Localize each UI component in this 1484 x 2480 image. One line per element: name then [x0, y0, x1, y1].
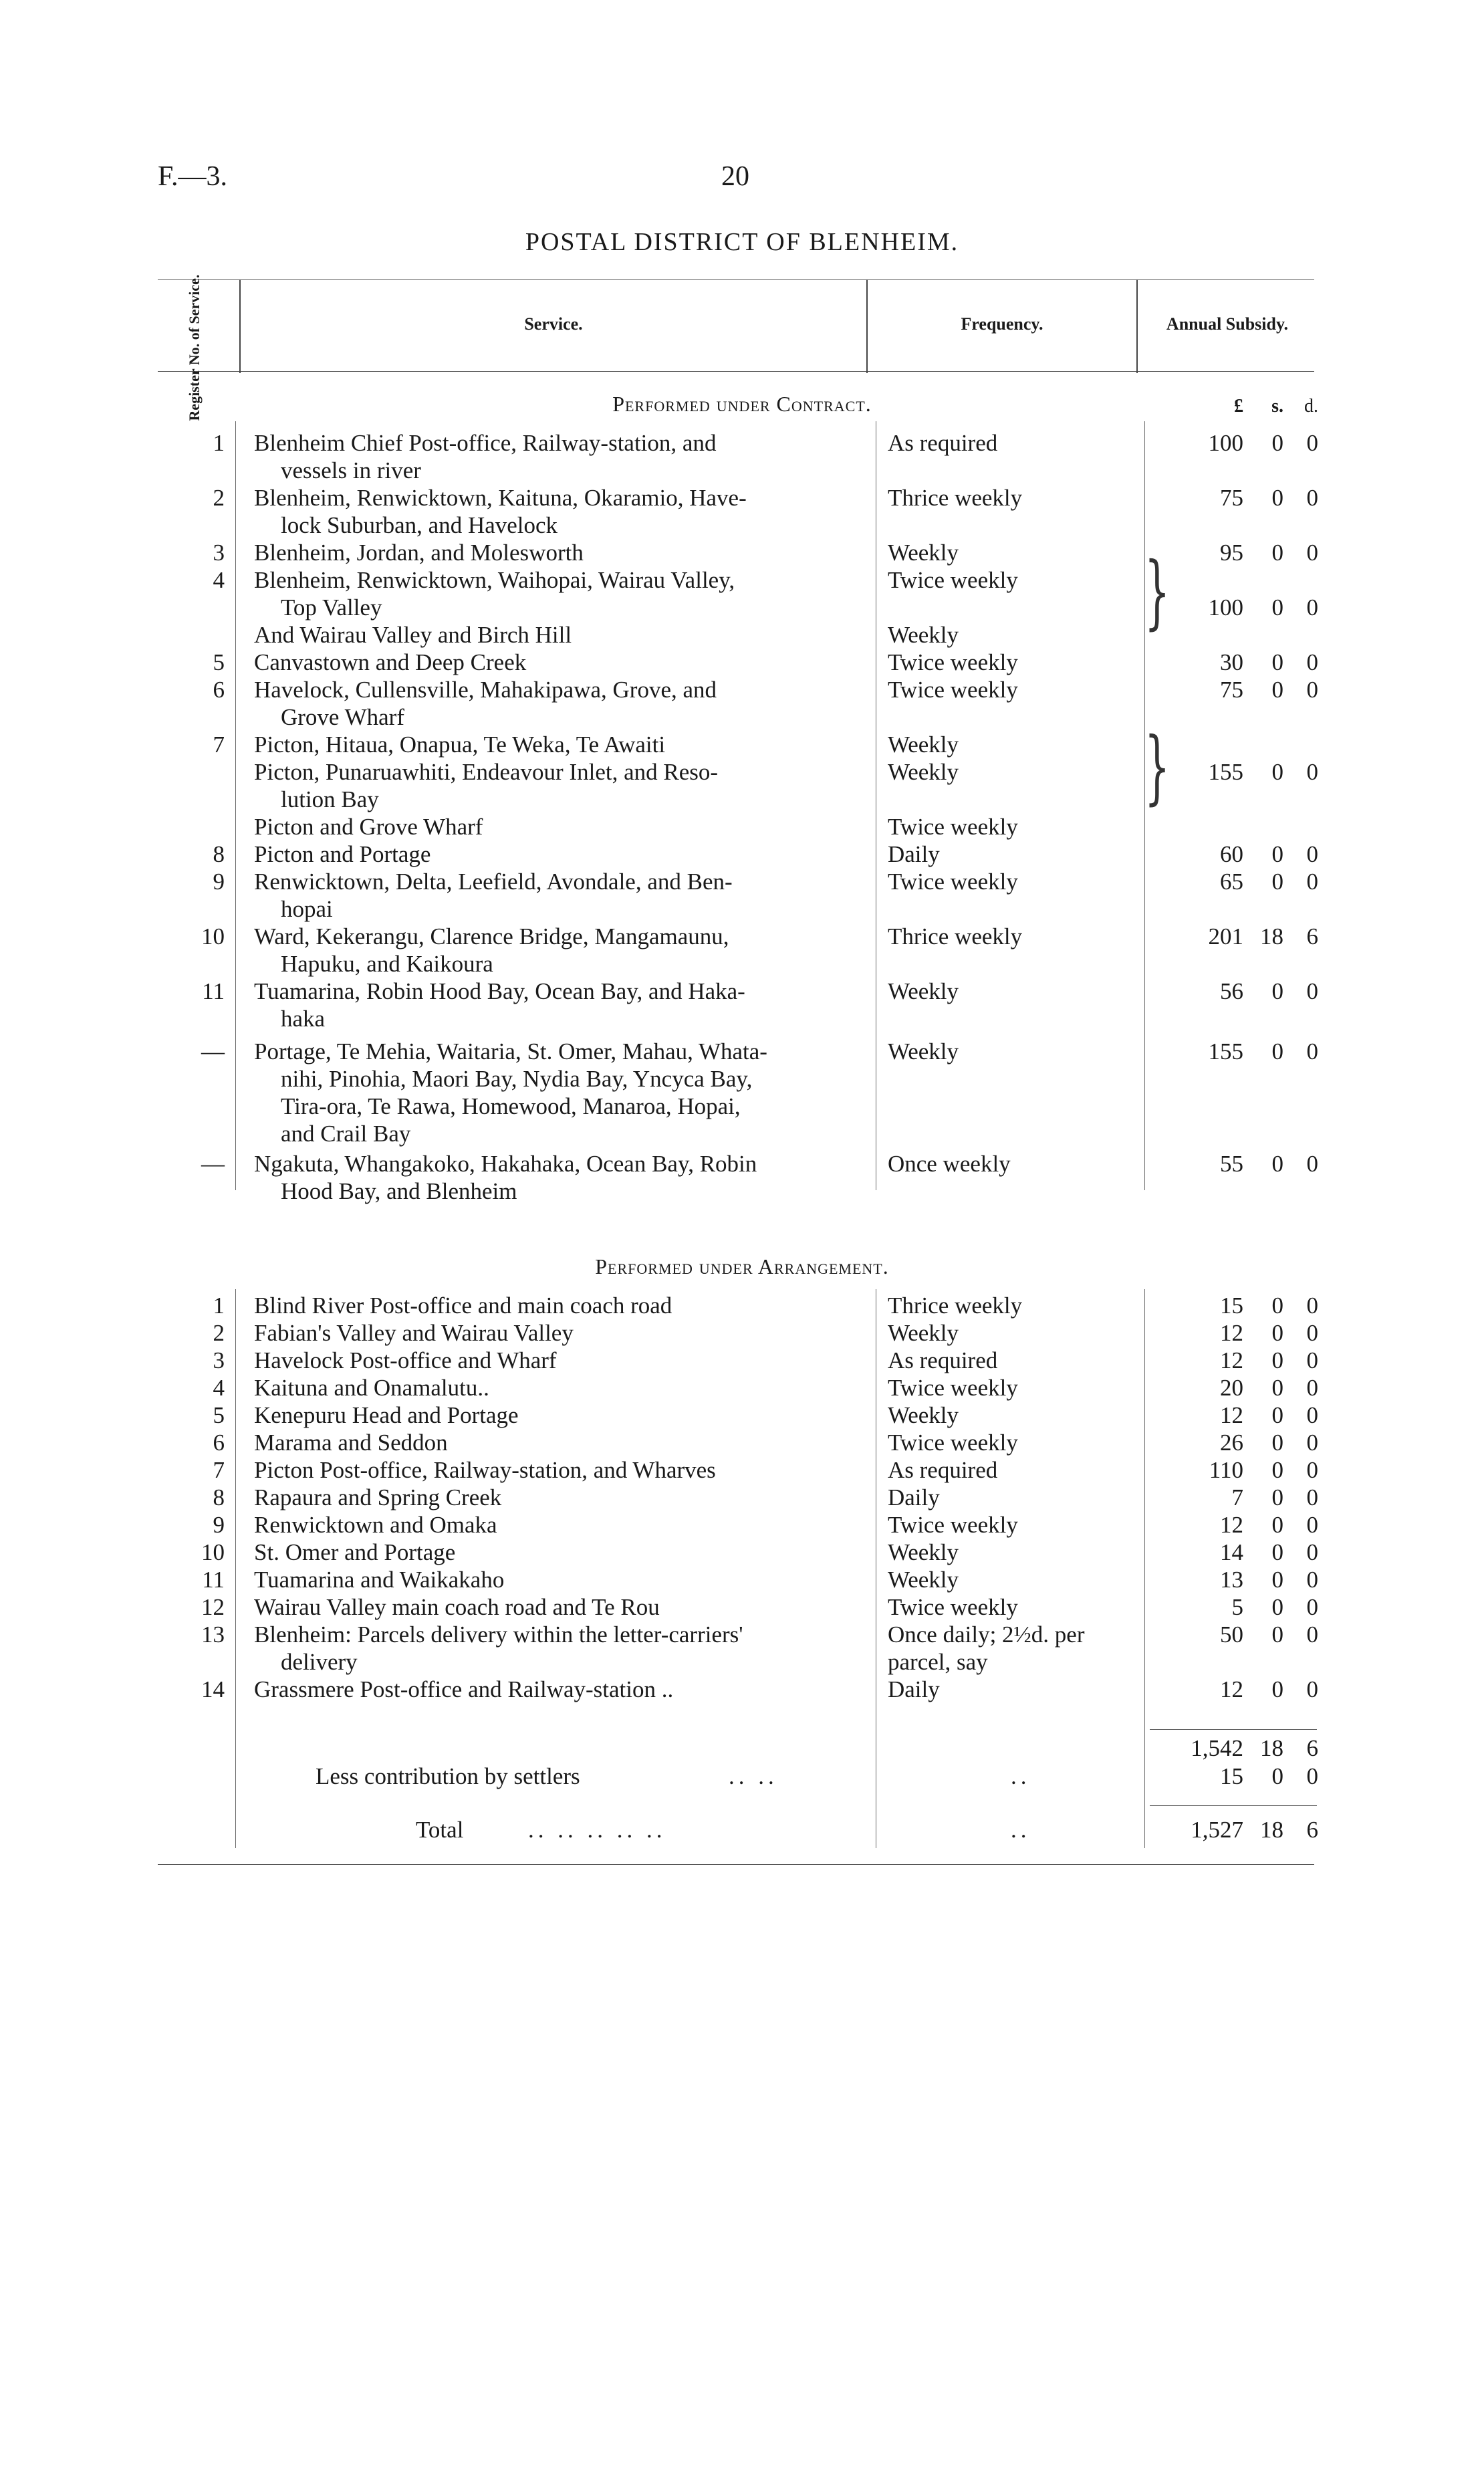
- frequency-line: Daily: [888, 1484, 940, 1510]
- service-description: [254, 1150, 856, 1205]
- frequency-line: Twice weekly: [888, 649, 1018, 675]
- subsidy-pence: 0: [1306, 1292, 1318, 1319]
- register-number: 5: [213, 649, 225, 675]
- service-description: [254, 1401, 856, 1429]
- subsidy-pence: 0: [1306, 1320, 1318, 1346]
- service-description: [254, 1038, 856, 1147]
- register-number: 9: [213, 869, 225, 895]
- register-number: 2: [213, 1320, 225, 1346]
- subsidy-pounds: 15: [1220, 1292, 1243, 1319]
- service-description: [254, 868, 856, 923]
- service-column-header: Service.: [524, 314, 583, 334]
- frequency-line: Daily: [888, 841, 940, 867]
- frequency-line: Twice weekly: [888, 869, 1018, 895]
- service-line: Wairau Valley main coach road and Te Rou: [254, 1594, 660, 1620]
- frequency: [888, 923, 1135, 950]
- service-description: [254, 978, 856, 1032]
- frequency-line: Twice weekly: [888, 1512, 1018, 1538]
- subsidy-shillings: 0: [1271, 1621, 1283, 1648]
- service-description: [254, 429, 856, 484]
- subsidy-pounds: 20: [1220, 1375, 1243, 1401]
- subsidy-pounds: 75: [1220, 677, 1243, 703]
- frequency: [888, 1347, 1135, 1374]
- subsidy-pence: 0: [1306, 540, 1318, 566]
- subsidy-pounds: 155: [1208, 1038, 1243, 1064]
- subsidy-pence: 0: [1306, 759, 1318, 785]
- subsidy-pounds: 12: [1220, 1347, 1243, 1373]
- header-top-rule: [158, 279, 1314, 280]
- service-line: Blenheim, Renwicktown, Waihopai, Wairau Valley,: [254, 567, 735, 593]
- subsidy-shillings: 0: [1271, 1430, 1283, 1456]
- service-line: Ngakuta, Whangakoko, Hakahaka, Ocean Bay, Robin: [254, 1151, 757, 1177]
- frequency: [888, 1292, 1135, 1319]
- service-description: [254, 539, 856, 566]
- subsidy-pence: 0: [1306, 677, 1318, 703]
- subsidy-pounds: 56: [1220, 978, 1243, 1004]
- subsidy-pence: 0: [1306, 1621, 1318, 1648]
- subsidy-pounds: 201: [1208, 923, 1243, 949]
- frequency-line: Weekly: [888, 759, 959, 785]
- arrangement-heading: Performed under Arrangement.: [595, 1254, 889, 1278]
- register-number: 10: [201, 1539, 225, 1565]
- frequency: [888, 1511, 1135, 1539]
- service-line: Tuamarina, Robin Hood Bay, Ocean Bay, and Haka-: [254, 978, 745, 1004]
- service-line: Picton, Punaruawhiti, Endeavour Inlet, and Reso-: [254, 759, 719, 785]
- frequency-line: Weekly: [888, 1402, 959, 1428]
- service-line: Hapuku, and Kaikoura: [281, 951, 493, 977]
- subsidy-pence: 0: [1306, 485, 1318, 511]
- frequency: [888, 649, 1135, 676]
- service-description: [254, 621, 856, 649]
- frequency: [888, 868, 1135, 895]
- service-line: vessels in river: [281, 457, 421, 483]
- frequency-line: Weekly: [888, 1567, 959, 1593]
- frequency: [888, 1401, 1135, 1429]
- service-description: [254, 813, 856, 840]
- frequency: [888, 676, 1135, 703]
- register-number: 11: [202, 1567, 225, 1593]
- subsidy-pounds: 60: [1220, 841, 1243, 867]
- frequency-line: As required: [888, 1347, 998, 1373]
- subsidy-shillings: 0: [1271, 540, 1283, 566]
- less-shillings: 0: [1271, 1763, 1283, 1789]
- frequency: [888, 1621, 1135, 1676]
- subsidy-pounds: 5: [1231, 1594, 1243, 1620]
- frequency-line: As required: [888, 430, 998, 456]
- frequency-line: Twice weekly: [888, 814, 1018, 840]
- subsidy-shillings: 0: [1271, 1292, 1283, 1319]
- service-description: [254, 1484, 856, 1511]
- subsidy-pence: 6: [1306, 923, 1318, 949]
- subsidy-pence: 0: [1306, 649, 1318, 675]
- register-number: 6: [213, 1430, 225, 1456]
- subtotal-pounds: 1,542: [1191, 1735, 1243, 1761]
- subsidy-pence: 0: [1306, 1512, 1318, 1538]
- register-number: 2: [213, 485, 225, 511]
- frequency: [888, 813, 1135, 840]
- subsidy-pence: 0: [1306, 1676, 1318, 1702]
- service-line: Grove Wharf: [281, 704, 404, 730]
- frequency: [888, 758, 1135, 786]
- subsidy-shillings: 0: [1271, 1484, 1283, 1510]
- subsidy-shillings: 18: [1260, 923, 1283, 949]
- register-number: 13: [201, 1621, 225, 1648]
- service-line: Blenheim, Jordan, and Molesworth: [254, 540, 584, 566]
- service-line: Picton, Hitaua, Onapua, Te Weka, Te Awaiti: [254, 731, 666, 758]
- service-description: [254, 649, 856, 676]
- service-line: Picton and Grove Wharf: [254, 814, 483, 840]
- total-rule: [1150, 1805, 1317, 1806]
- register-number: 7: [213, 1457, 225, 1483]
- contract-heading: Performed under Contract.: [612, 392, 872, 416]
- service-line: Marama and Seddon: [254, 1430, 448, 1456]
- service-line: lock Suburban, and Havelock: [281, 512, 558, 538]
- frequency: [888, 1429, 1135, 1456]
- subsidy-pounds: 12: [1220, 1402, 1243, 1428]
- subsidy-pounds: 95: [1220, 540, 1243, 566]
- service-line: Hood Bay, and Blenheim: [281, 1178, 517, 1204]
- service-description: [254, 484, 856, 539]
- brace-row-4: }: [1144, 546, 1170, 639]
- subtotal-rule: [1150, 1729, 1317, 1730]
- subsidy-pence: 0: [1306, 1375, 1318, 1401]
- frequency-line: parcel, say: [888, 1649, 988, 1675]
- less-label: Less contribution by settlers: [316, 1763, 580, 1789]
- service-line: hopai: [281, 896, 333, 922]
- service-line: and Crail Bay: [281, 1121, 411, 1147]
- register-number: 9: [213, 1512, 225, 1538]
- service-line: Blenheim: Parcels delivery within the letter-carriers': [254, 1621, 743, 1648]
- service-line: St. Omer and Portage: [254, 1539, 456, 1565]
- register-number: 3: [213, 1347, 225, 1373]
- frequency: [888, 539, 1135, 566]
- total-dots-2: ..: [1011, 1817, 1031, 1843]
- service-line: lution Bay: [281, 786, 379, 812]
- subsidy-pence: 0: [1306, 1430, 1318, 1456]
- service-description: [254, 1347, 856, 1374]
- service-line: Blenheim, Renwicktown, Kaituna, Okaramio, Have-: [254, 485, 747, 511]
- service-line: Renwicktown, Delta, Leefield, Avondale, and Ben-: [254, 869, 733, 895]
- service-description: [254, 731, 856, 758]
- subsidy-shillings: 0: [1271, 1347, 1283, 1373]
- frequency: [888, 978, 1135, 1005]
- frequency-line: Weekly: [888, 1539, 959, 1565]
- subsidy-pounds: 50: [1220, 1621, 1243, 1648]
- service-description: [254, 1566, 856, 1593]
- subsidy-shillings: 0: [1271, 759, 1283, 785]
- frequency: [888, 1593, 1135, 1621]
- service-description: [254, 1429, 856, 1456]
- frequency-line: Weekly: [888, 1320, 959, 1346]
- service-line: Havelock Post-office and Wharf: [254, 1347, 557, 1373]
- total-pounds: 1,527: [1191, 1817, 1243, 1843]
- register-number: 3: [213, 540, 225, 566]
- frequency-line: Twice weekly: [888, 567, 1018, 593]
- service-line: delivery: [281, 1649, 358, 1675]
- subsidy-pence: 0: [1306, 1038, 1318, 1064]
- service-line: Havelock, Cullensville, Mahakipawa, Grove, and: [254, 677, 717, 703]
- frequency: [888, 1484, 1135, 1511]
- page-id: F.—3.: [158, 161, 227, 192]
- frequency-line: Twice weekly: [888, 1430, 1018, 1456]
- frequency: [888, 1456, 1135, 1484]
- subsidy-pounds: 55: [1220, 1151, 1243, 1177]
- frequency-line: Thrice weekly: [888, 485, 1023, 511]
- service-line: Ward, Kekerangu, Clarence Bridge, Mangamaunu,: [254, 923, 729, 949]
- subsidy-shillings: 0: [1271, 1375, 1283, 1401]
- frequency-column-header: Frequency.: [961, 314, 1043, 334]
- subsidy-shillings: 0: [1271, 1320, 1283, 1346]
- subsidy-shillings: 0: [1271, 430, 1283, 456]
- service-description: [254, 1621, 856, 1676]
- rule-frequency-2: [1144, 1289, 1145, 1848]
- register-number: 4: [213, 567, 225, 593]
- page-number: 20: [721, 161, 749, 192]
- frequency-line: Weekly: [888, 978, 959, 1004]
- register-number: —: [201, 1151, 225, 1177]
- service-description: [254, 566, 856, 621]
- subsidy-shillings: 0: [1271, 1038, 1283, 1064]
- frequency-line: Weekly: [888, 1038, 959, 1064]
- register-number: 8: [213, 841, 225, 867]
- frequency-line: Weekly: [888, 731, 959, 758]
- subsidy-pence: 0: [1306, 1594, 1318, 1620]
- register-number: 4: [213, 1375, 225, 1401]
- subsidy-pounds: 7: [1231, 1484, 1243, 1510]
- service-description: [254, 1456, 856, 1484]
- subsidy-pence: 0: [1306, 1151, 1318, 1177]
- frequency: [888, 840, 1135, 868]
- subsidy-pounds: 30: [1220, 649, 1243, 675]
- service-line: Top Valley: [281, 594, 382, 621]
- service-description: [254, 1539, 856, 1566]
- subsidy-pence: 0: [1306, 1347, 1318, 1373]
- brace-row-7: }: [1144, 721, 1170, 814]
- register-number: 1: [213, 430, 225, 456]
- lsd-pounds: £: [1234, 396, 1243, 417]
- register-number: 1: [213, 1292, 225, 1319]
- service-line: Tuamarina and Waikakaho: [254, 1567, 505, 1593]
- register-number: 11: [202, 978, 225, 1004]
- total-dots: .. .. .. .. ..: [528, 1817, 666, 1843]
- subsidy-shillings: 0: [1271, 1512, 1283, 1538]
- frequency: [888, 1566, 1135, 1593]
- service-line: Picton Post-office, Railway-station, and Wharves: [254, 1457, 716, 1483]
- service-line: Kenepuru Head and Portage: [254, 1402, 519, 1428]
- lsd-shillings: s.: [1271, 396, 1283, 417]
- subsidy-pounds: 100: [1208, 430, 1243, 456]
- service-line: Kaituna and Onamalutu..: [254, 1375, 489, 1401]
- service-line: Portage, Te Mehia, Waitaria, St. Omer, Mahau, Whata-: [254, 1038, 767, 1064]
- subsidy-pence: 0: [1306, 1484, 1318, 1510]
- subsidy-pounds: 26: [1220, 1430, 1243, 1456]
- frequency: [888, 484, 1135, 512]
- subsidy-shillings: 0: [1271, 594, 1283, 621]
- subtotal-shillings: 18: [1260, 1735, 1283, 1761]
- subsidy-shillings: 0: [1271, 841, 1283, 867]
- register-number: 8: [213, 1484, 225, 1510]
- rule-register-2: [235, 1289, 236, 1848]
- subsidy-pounds: 75: [1220, 485, 1243, 511]
- frequency-line: Once weekly: [888, 1151, 1011, 1177]
- total-pence: 6: [1306, 1817, 1318, 1843]
- register-number: 10: [201, 923, 225, 949]
- subsidy-pence: 0: [1306, 594, 1318, 621]
- service-description: [254, 758, 856, 813]
- less-dots-2: ..: [1011, 1763, 1031, 1789]
- subsidy-shillings: 0: [1271, 677, 1283, 703]
- service-description: [254, 1374, 856, 1401]
- service-line: haka: [281, 1006, 326, 1032]
- service-line: Rapaura and Spring Creek: [254, 1484, 502, 1510]
- subsidy-shillings: 0: [1271, 1567, 1283, 1593]
- frequency-line: Weekly: [888, 622, 959, 648]
- frequency: [888, 731, 1135, 758]
- register-number: 12: [201, 1594, 225, 1620]
- subsidy-pence: 0: [1306, 1539, 1318, 1565]
- service-line: Picton and Portage: [254, 841, 431, 867]
- subsidy-pence: 0: [1306, 869, 1318, 895]
- header-bottom-rule: [158, 371, 1314, 372]
- frequency: [888, 1319, 1135, 1347]
- frequency: [888, 1150, 1135, 1177]
- service-line: And Wairau Valley and Birch Hill: [254, 622, 572, 648]
- subsidy-pounds: 13: [1220, 1567, 1243, 1593]
- subsidy-pence: 0: [1306, 1402, 1318, 1428]
- frequency-line: Thrice weekly: [888, 1292, 1023, 1319]
- subsidy-pounds: 14: [1220, 1539, 1243, 1565]
- frequency-line: Twice weekly: [888, 1594, 1018, 1620]
- subtotal-pence: 6: [1306, 1735, 1318, 1761]
- subsidy-shillings: 0: [1271, 1539, 1283, 1565]
- frequency-line: As required: [888, 1457, 998, 1483]
- frequency-line: Twice weekly: [888, 677, 1018, 703]
- subsidy-shillings: 0: [1271, 1457, 1283, 1483]
- subsidy-pounds: 12: [1220, 1320, 1243, 1346]
- subsidy-shillings: 0: [1271, 978, 1283, 1004]
- less-dots: .. ..: [729, 1763, 778, 1789]
- frequency-line: Thrice weekly: [888, 923, 1023, 949]
- register-number: 14: [201, 1676, 225, 1702]
- total-shillings: 18: [1260, 1817, 1283, 1843]
- rule-register: [235, 421, 236, 1190]
- subsidy-pence: 0: [1306, 1567, 1318, 1593]
- subsidy-pounds: 65: [1220, 869, 1243, 895]
- lsd-pence: d.: [1304, 396, 1318, 417]
- service-description: [254, 923, 856, 978]
- register-number: 7: [213, 731, 225, 758]
- less-pounds: 15: [1220, 1763, 1243, 1789]
- service-description: [254, 1292, 856, 1319]
- subsidy-column-header: Annual Subsidy.: [1166, 314, 1289, 334]
- page-title: POSTAL DISTRICT OF BLENHEIM.: [525, 228, 959, 256]
- frequency-line: Daily: [888, 1676, 940, 1702]
- service-line: Fabian's Valley and Wairau Valley: [254, 1320, 574, 1346]
- subsidy-shillings: 0: [1271, 1676, 1283, 1702]
- subsidy-pounds: 12: [1220, 1512, 1243, 1538]
- service-description: [254, 1676, 856, 1703]
- subsidy-pounds: 155: [1208, 759, 1243, 785]
- service-line: Grassmere Post-office and Railway-station ..: [254, 1676, 674, 1702]
- subsidy-pounds: 100: [1208, 594, 1243, 621]
- subsidy-shillings: 0: [1271, 1151, 1283, 1177]
- register-number: 6: [213, 677, 225, 703]
- subsidy-pence: 0: [1306, 1457, 1318, 1483]
- frequency: [888, 429, 1135, 457]
- service-line: Canvastown and Deep Creek: [254, 649, 527, 675]
- register-number: —: [201, 1038, 225, 1064]
- table-bottom-rule: [158, 1864, 1314, 1865]
- subsidy-shillings: 0: [1271, 485, 1283, 511]
- subsidy-shillings: 0: [1271, 869, 1283, 895]
- subsidy-shillings: 0: [1271, 649, 1283, 675]
- frequency: [888, 566, 1135, 594]
- subsidy-pence: 0: [1306, 978, 1318, 1004]
- subsidy-pounds: 12: [1220, 1676, 1243, 1702]
- service-line: nihi, Pinohia, Maori Bay, Nydia Bay, Yncyca Bay,: [281, 1066, 753, 1092]
- subsidy-pounds: 110: [1209, 1457, 1243, 1483]
- frequency: [888, 1539, 1135, 1566]
- less-pence: 0: [1306, 1763, 1318, 1789]
- service-description: [254, 840, 856, 868]
- service-description: [254, 1593, 856, 1621]
- service-line: Renwicktown and Omaka: [254, 1512, 497, 1538]
- subsidy-pence: 0: [1306, 430, 1318, 456]
- service-line: Blenheim Chief Post-office, Railway-station, and: [254, 430, 717, 456]
- frequency-line: Once daily; 2½d. per: [888, 1621, 1085, 1648]
- frequency: [888, 1038, 1135, 1065]
- total-label: Total: [416, 1817, 464, 1843]
- frequency-line: Weekly: [888, 540, 959, 566]
- frequency: [888, 1374, 1135, 1401]
- register-column-header: Register No. of Service.: [186, 274, 203, 421]
- service-line: Blind River Post-office and main coach road: [254, 1292, 672, 1319]
- service-line: Tira-ora, Te Rawa, Homewood, Manaroa, Hopai,: [281, 1093, 741, 1119]
- register-number: 5: [213, 1402, 225, 1428]
- service-description: [254, 1511, 856, 1539]
- service-description: [254, 676, 856, 731]
- frequency: [888, 1676, 1135, 1703]
- frequency-line: Twice weekly: [888, 1375, 1018, 1401]
- service-description: [254, 1319, 856, 1347]
- subsidy-pence: 0: [1306, 841, 1318, 867]
- subsidy-shillings: 0: [1271, 1402, 1283, 1428]
- frequency: [888, 621, 1135, 649]
- subsidy-shillings: 0: [1271, 1594, 1283, 1620]
